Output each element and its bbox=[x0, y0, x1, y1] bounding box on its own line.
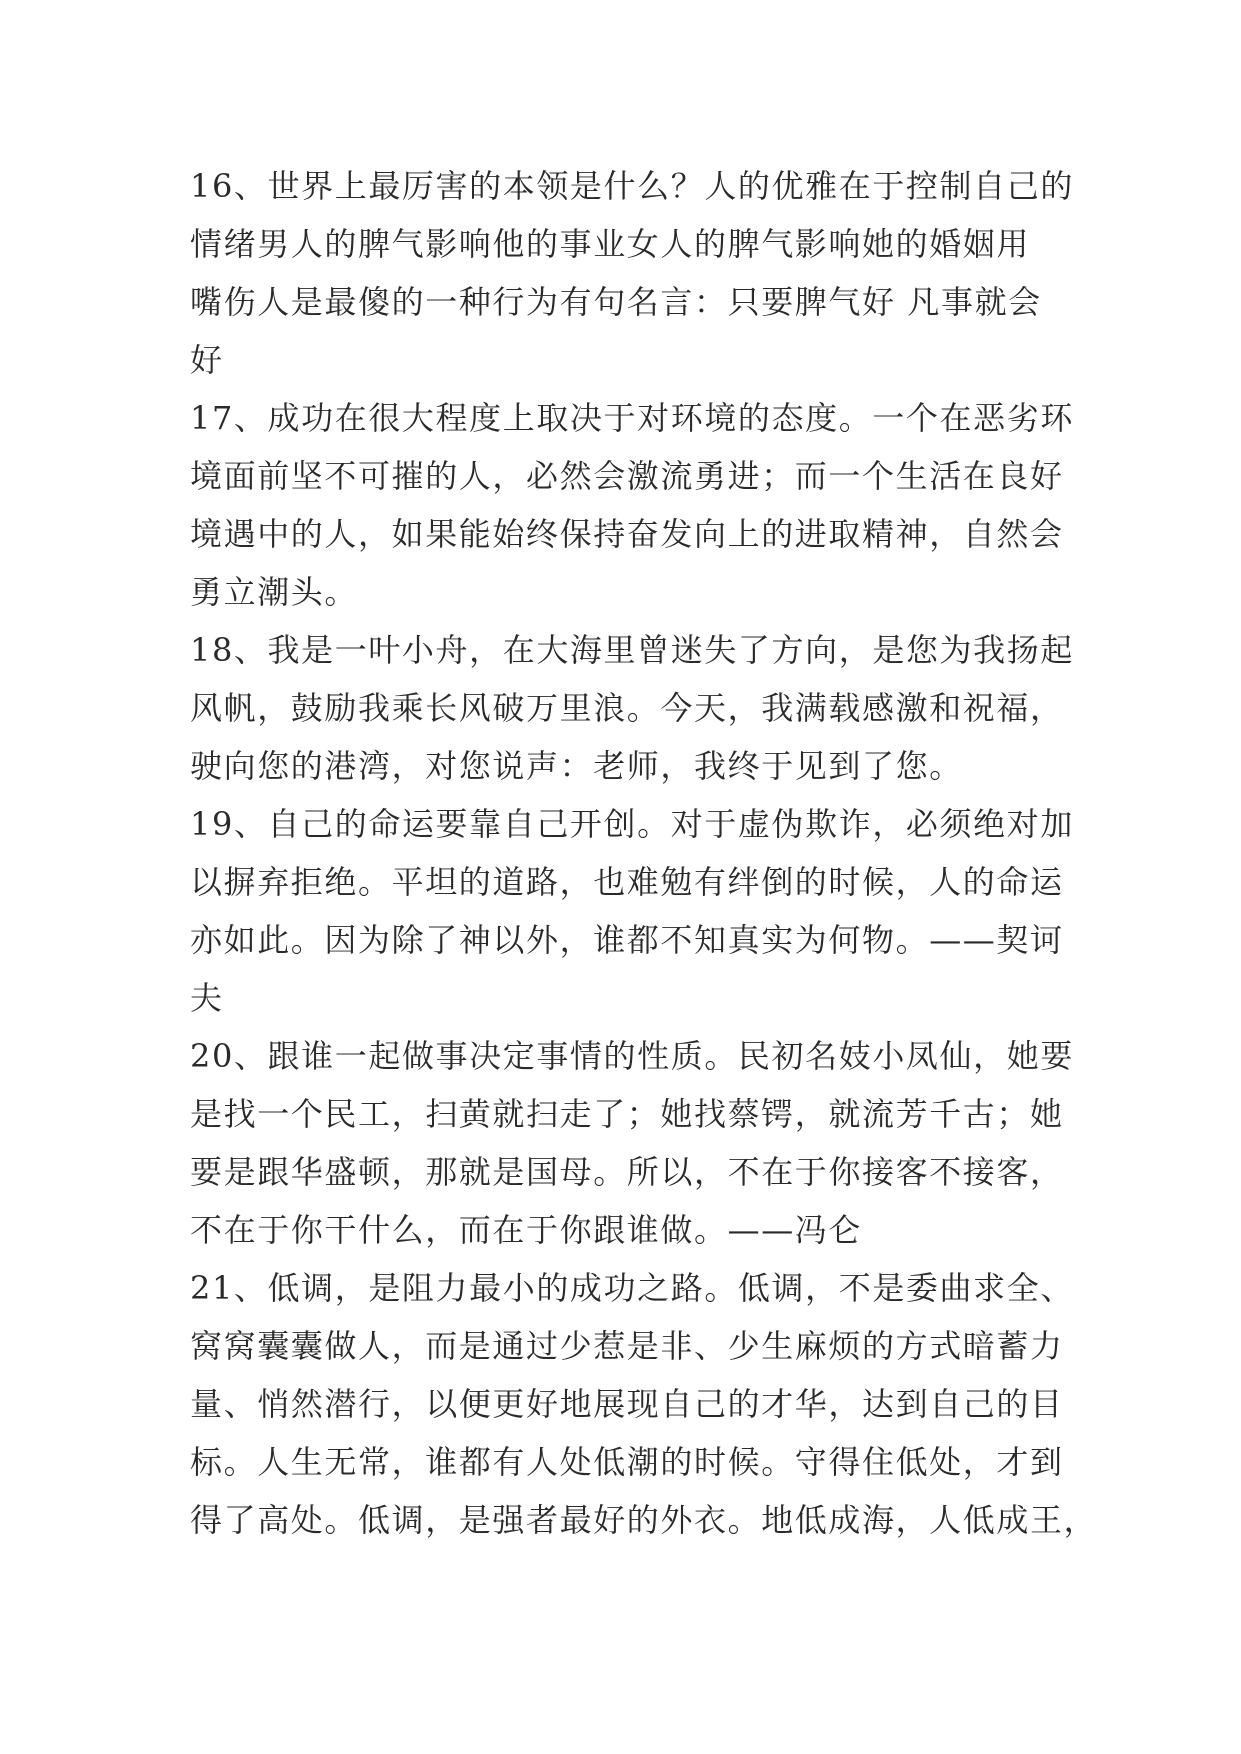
text-line: 得了高处。低调，是强者最好的外衣。地低成海，人低成王， bbox=[190, 1501, 1098, 1539]
text-line: 19、自己的命运要靠自己开创。对于虚伪欺诈，必须绝对加 bbox=[190, 805, 1074, 843]
text-line: 21、低调，是阻力最小的成功之路。低调，不是委曲求全、 bbox=[190, 1269, 1074, 1307]
text-line: 嘴伤人是最傻的一种行为有句名言：只要脾气好 凡事就会 bbox=[190, 283, 1042, 321]
text-line: 标。人生无常，谁都有人处低潮的时候。守得住低处，才到 bbox=[190, 1443, 1064, 1481]
text-line: 18、我是一叶小舟，在大海里曾迷失了方向，是您为我扬起 bbox=[190, 631, 1074, 669]
text-line: 好 bbox=[190, 341, 224, 379]
text-line: 不在于你干什么，而在于你跟谁做。——冯仑 bbox=[190, 1211, 863, 1249]
text-line: 境面前坚不可摧的人，必然会激流勇进；而一个生活在良好 bbox=[190, 457, 1064, 495]
text-line: 窝窝囊囊做人，而是通过少惹是非、少生麻烦的方式暗蓄力 bbox=[190, 1327, 1064, 1365]
text-line: 驶向您的港湾，对您说声：老师，我终于见到了您。 bbox=[190, 747, 963, 785]
text-line: 量、悄然潜行，以便更好地展现自己的才华，达到自己的目 bbox=[190, 1385, 1064, 1423]
text-line: 境遇中的人，如果能始终保持奋发向上的进取精神，自然会 bbox=[190, 515, 1064, 553]
text-line: 以摒弃拒绝。平坦的道路，也难勉有绊倒的时候，人的命运 bbox=[190, 863, 1064, 901]
text-line: 20、跟谁一起做事决定事情的性质。民初名妓小凤仙，她要 bbox=[190, 1037, 1074, 1075]
text-line: 16、世界上最厉害的本领是什么？人的优雅在于控制自己的 bbox=[190, 167, 1074, 205]
text-line: 17、成功在很大程度上取决于对环境的态度。一个在恶劣环 bbox=[190, 399, 1074, 437]
text-line: 夫 bbox=[190, 979, 224, 1017]
text-line: 要是跟华盛顿，那就是国母。所以，不在于你接客不接客， bbox=[190, 1153, 1064, 1191]
text-line: 勇立潮头。 bbox=[190, 573, 359, 611]
text-body bbox=[190, 157, 1098, 1549]
text-line: 亦如此。因为除了神以外，谁都不知真实为何物。——契诃 bbox=[190, 921, 1064, 959]
text-line: 情绪男人的脾气影响他的事业女人的脾气影响她的婚姻用 bbox=[190, 225, 1031, 263]
text-line: 是找一个民工，扫黄就扫走了；她找蔡锷，就流芳千古；她 bbox=[190, 1095, 1064, 1133]
text-line: 风帆，鼓励我乘长风破万里浪。今天，我满载感激和祝福， bbox=[190, 689, 1064, 727]
